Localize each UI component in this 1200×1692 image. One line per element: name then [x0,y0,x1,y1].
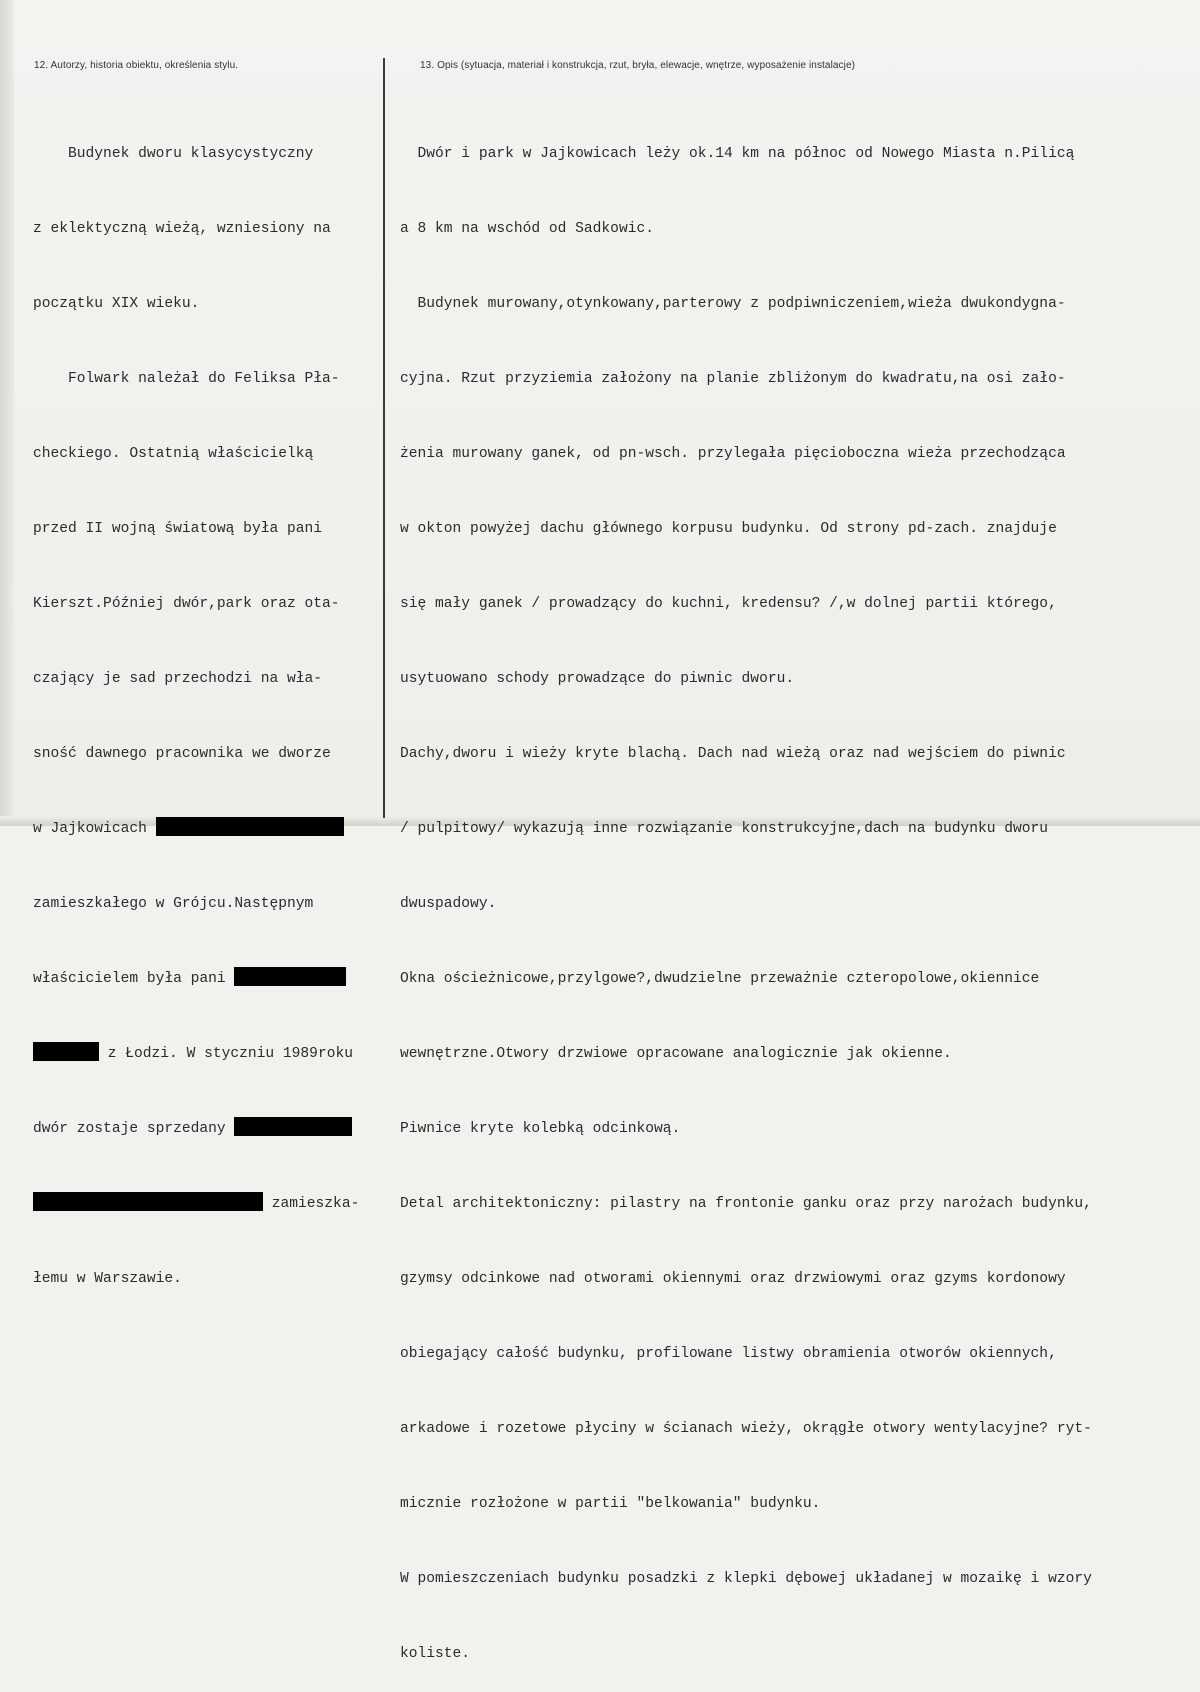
redaction-bar [33,1192,263,1211]
text-line: arkadowe i rozetowe płyciny w ścianach wieży, okrągłe otwory wentylacyjne? ryt- [400,1421,1092,1437]
text-line: cyjna. Rzut przyziemia założony na planie zbliżonym do kwadratu,na osi zało- [400,371,1066,387]
text-line: Dwór i park w Jajkowicach leży ok.14 km na północ od Nowego Miasta n.Pilicą [400,146,1075,162]
text-line: Kierszt.Później dwór,park oraz ota- [33,596,340,612]
column-divider [383,58,385,818]
text-line: W pomieszczeniach budynku posadzki z klepki dębowej układanej w mozaikę i wzory [400,1571,1092,1587]
text-line: się mały ganek / prowadzący do kuchni, kredensu? /,w dolnej partii którego, [400,596,1057,612]
text-line: w okton powyżej dachu głównego korpusu budynku. Od strony pd-zach. znajduje [400,521,1057,537]
description-text-column [400,92,1190,1692]
text-segment: dwór zostaje sprzedany [33,1121,235,1137]
text-line: czający je sad przechodzi na wła- [33,671,323,687]
text-line: przed II wojną światową była pani [33,521,323,537]
redaction-bar [234,1117,352,1136]
text-line: wewnętrzne.Otwory drzwiowe opracowane analogicznie jak okienne. [400,1046,952,1062]
text-line: Dachy,dworu i wieży kryte blachą. Dach nad wieżą oraz nad wejściem do piwnic [400,746,1066,762]
text-line-with-redaction [33,1117,378,1142]
text-line: / pulpitowy/ wykazują inne rozwiązanie konstrukcyjne,dach na budynku dworu [400,821,1049,837]
text-line: Budynek murowany,otynkowany,parterowy z podpiwniczeniem,wieża dwukondygna- [400,296,1066,312]
redaction-bar [156,817,344,836]
text-line: a 8 km na wschód od Sadkowic. [400,221,654,237]
section-12-heading: 12. Autorzy, historia obiektu, określenia stylu. [34,60,239,71]
text-line-with-redaction [33,1192,378,1217]
text-line: zamieszkałego w Grójcu.Następnym [33,896,314,912]
text-line: Detal architektoniczny: pilastry na frontonie ganku oraz przy narożach budynku, [400,1196,1092,1212]
text-segment: w Jajkowicach [33,821,156,837]
text-line: Piwnice kryte kolebką odcinkową. [400,1121,681,1137]
text-line-with-redaction [33,1042,378,1067]
text-line: Okna ościeżnicowe,przylgowe?,dwudzielne przeważnie czteropolowe,okiennice [400,971,1040,987]
text-line: początku XIX wieku. [33,296,200,312]
text-line-with-redaction [33,967,378,992]
text-line: checkiego. Ostatnią właścicielką [33,446,314,462]
text-segment: właścicielem była pani [33,971,235,987]
section-13-heading: 13. Opis (sytuacja, materiał i konstrukcja, rzut, bryła, elewacje, wnętrze, wyposażenie instalacje) [420,60,856,71]
text-line: Folwark należał do Feliksa Pła- [33,371,340,387]
text-line: gzymsy odcinkowe nad otworami okiennymi oraz drzwiowymi oraz gzyms kordonowy [400,1271,1066,1287]
text-line: Budynek dworu klasycystyczny [33,146,314,162]
redaction-bar [234,967,346,986]
redaction-bar [33,1042,99,1061]
text-line: żenia murowany ganek, od pn-wsch. przylegała pięcioboczna wieża przechodząca [400,446,1066,462]
history-text-column [33,92,378,1317]
text-segment: z Łodzi. W styczniu 1989roku [99,1046,353,1062]
text-line-with-redaction [33,817,378,842]
text-line: z eklektyczną wieżą, wzniesiony na [33,221,331,237]
text-line: micznie rozłożone w partii "belkowania" budynku. [400,1496,821,1512]
text-line: łemu w Warszawie. [33,1271,182,1287]
text-line: koliste. [400,1646,471,1662]
text-line: obiegający całość budynku, profilowane listwy obramienia otworów okiennych, [400,1346,1057,1362]
text-line: dwuspadowy. [400,896,497,912]
text-line: sność dawnego pracownika we dworze [33,746,331,762]
text-line: usytuowano schody prowadzące do piwnic dworu. [400,671,795,687]
text-segment: zamieszka- [263,1196,360,1212]
paper-edge-left [0,0,14,826]
